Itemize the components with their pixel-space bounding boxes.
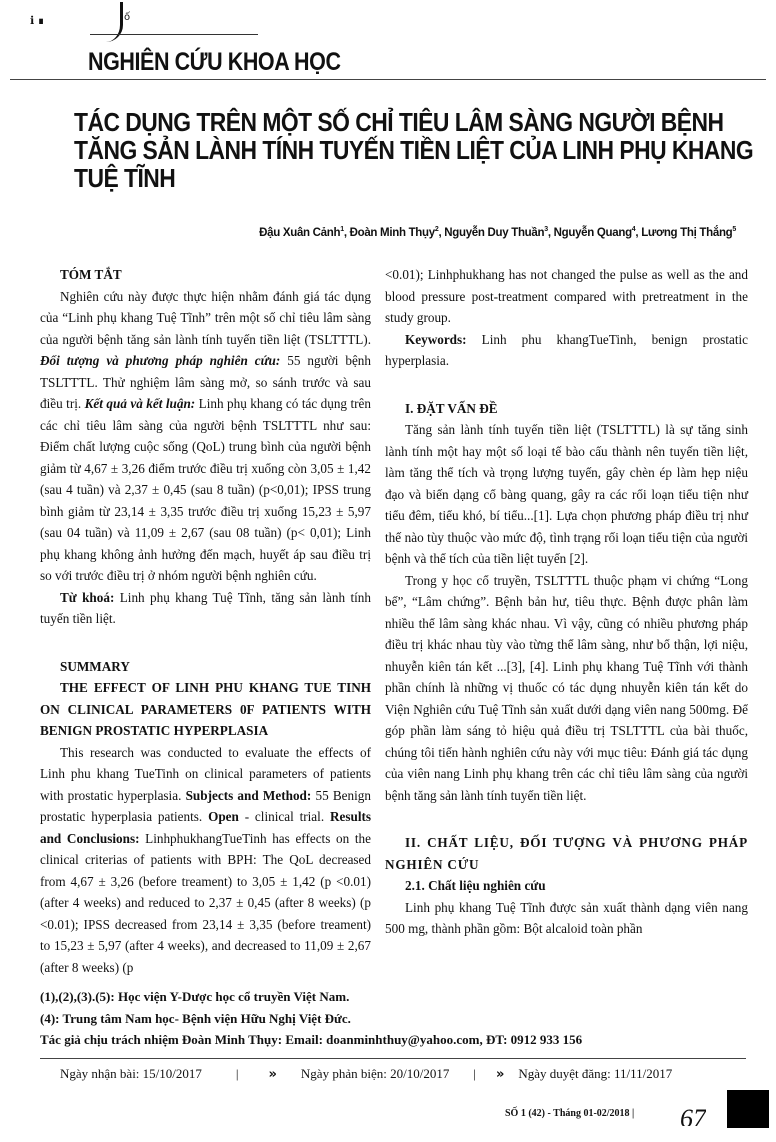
received-date: Ngày nhận bài: 15/10/2017 <box>60 1066 202 1081</box>
corner-mark: ℹ ∎ <box>30 14 45 27</box>
emphasis-text: I. ĐẶT VẤN ĐỀ <box>405 400 498 416</box>
body-text: - clinical trial. <box>238 809 330 824</box>
title-line: TĂNG SẢN LÀNH TÍNH TUYẾN TIỀN LIỆT CỦA LINH PHỤ KHANG <box>74 135 754 165</box>
emphasis-text: Từ khoá: <box>60 589 115 605</box>
author-name: Đậu Xuân Cảnh <box>259 226 341 239</box>
body-text: Nghiên cứu này được thực hiện nhằm đánh giá tác dụng của “Linh phụ khang Tuệ Tĩnh” trên một số chỉ tiêu lâm sàng của người bệnh tăng sản lành tính tuyến tiền liệt (TSLTTTL). <box>40 288 371 347</box>
body-text: Linh phu khangTueTinh, benign prostatic hyperplasia. <box>385 331 748 368</box>
divider-bar: | <box>235 1066 239 1081</box>
paragraph <box>40 286 371 587</box>
emphasis-text: THE EFFECT OF LINH PHU KHANG TUE TINH ON CLINICAL PARAMETERS 0F PATIENTS WITH BENIGN PROSTATIC HYPERPLASIA <box>40 680 371 738</box>
body-text: 55 Benign prostatic hyperplasia patients. <box>40 787 371 824</box>
emphasis-text: TÓM TẮT <box>60 267 122 282</box>
body-text: Tăng sản lành tính tuyến tiền liệt (TSLTTTL) là sự tăng sinh lành tính một hay một số loại tế bào cấu thành nên tuyến tiền liệt, làm tăng thể tích và trọng lượng tuyến, gây chèn ép làm hẹp niệu đạo và biến dạng cổ bàng quang, gây ra các rối loạn tiểu tiện như tiểu đêm, tiểu khó, bí tiểu...[1]. Lựa chọn phương pháp điều trị như thế nào tùy thuộc vào mức độ, tình trạng rối loạn tiểu tiện của người bệnh và thể tích của tiền liệt tuyến [2]. <box>385 422 748 566</box>
emphasis-text: II. CHẤT LIỆU, ĐỐI TƯỢNG VÀ PHƯƠNG PHÁP NGHIÊN CỨU <box>385 835 748 872</box>
body-text: This research was conducted to evaluate the effects of Linh phu khang TueTinh on clinical parameters of patients with prostatic hyperplasia. <box>40 744 371 803</box>
author-affiliation: 4 <box>631 226 636 233</box>
body-text: Linh phụ khang Tuệ Tĩnh được sản xuất thành dạng viên nang 500 mg, thành phần gồm: Bột alcaloid toàn phần <box>385 899 748 936</box>
paragraph <box>385 329 748 372</box>
title-line: TÁC DỤNG TRÊN MỘT SỐ CHỈ TIÊU LÂM SÀNG NGƯỜI BỆNH <box>74 107 724 137</box>
author-affiliation: 5 <box>732 226 736 233</box>
title-line: TUỆ TĨNH <box>74 163 176 193</box>
issue-label: SỐ 1 (42) - Tháng 01-02/2018 | <box>505 1108 635 1119</box>
page-tab-marker <box>727 1090 769 1128</box>
divider <box>90 34 258 35</box>
divider <box>10 79 766 80</box>
chevron-icon: » <box>268 1066 277 1082</box>
author-affiliation: 3 <box>544 226 548 233</box>
body-text: <0.01); Linhphukhang has not changed the pulse as well as the and blood pressure post-treatment compared with pretreatment in the study group. <box>385 267 748 325</box>
separator: , <box>438 226 445 239</box>
right-column <box>385 264 748 940</box>
corner-mark: ố <box>124 12 131 23</box>
paragraph <box>385 419 748 570</box>
author-affiliation: 1 <box>340 226 344 233</box>
emphasis-text: 2.1. Chất liệu nghiên cứu <box>405 878 546 893</box>
emphasis-text: Kết quả và kết luận: <box>84 396 196 411</box>
body-text: Trong y học cổ truyền, TSLTTTL thuộc phạm vi chứng “Long bế”, “Lâm chứng”. Bệnh bản hư, tiêu thực. Bệnh được phân làm nhiều thể lâm sàng khác nhau. Vì vậy, cũng có nhiều phương pháp điều trị khác nhau tùy vào từng thể lâm sàng, như bổ thận, lợi niệu, nhuyễn kiên tán kết ...[3], [4]. Linh phụ khang Tuệ Tĩnh với thành phần chính là những vị thuốc có tác dụng nhuyễn kiên tán kết do Viện Nghiên cứu Tuệ Tĩnh sản xuất dưới dạng viên nang 500mg. Để góp phần làm sáng tỏ hiệu quả điều trị TSLTTTL của bài thuốc, chúng tôi tiến hành nghiên cứu này với mục tiêu: Đánh giá tác dụng của viên nang Linh phụ khang trên các chỉ tiêu lâm sàng của người bệnh tăng sản lành tính tuyến tiền liệt. <box>385 572 748 803</box>
article-title <box>74 107 754 193</box>
divider-bar: | <box>473 1066 476 1081</box>
body-text: LinhphukhangTueTinh has effects on the clinical criterias of patients with BPH: The QoL decreased from 4,67 ± 3,26 (before treament) to 3,05 ± 1,42 (p <0.01) (after 4 weeks) and reduced to 2,37 ± 0,45 (after 8 weeks) (p <0.01); IPSS decreased from 23,14 ± 3,35 (before treament) to 15,23 ± 5,97 (after 4 weeks), and decreased to 11,09 ± 2,67 (after 8 weeks) (p <box>40 830 371 975</box>
chevron-icon: » <box>495 1066 505 1082</box>
separator: , <box>635 226 642 239</box>
paragraph <box>385 570 748 807</box>
section-heading <box>385 398 748 420</box>
section-heading <box>385 832 748 875</box>
body-text: 55 người bệnh TSLTTTL. Thử nghiệm lâm sàng mở, so sánh trước và sau điều trị. <box>40 353 371 411</box>
section-heading <box>385 875 748 897</box>
emphasis-text: Open <box>208 809 239 824</box>
author-affiliation: 2 <box>434 226 439 233</box>
footnotes <box>40 986 582 1051</box>
header-decoration <box>106 2 123 42</box>
footnote: (4): Trung tâm Nam học- Bệnh viện Hữu Nghị Việt Đức. <box>40 1010 351 1026</box>
author-name: Đoàn Minh Thụy <box>349 226 435 239</box>
section-heading <box>40 264 371 286</box>
section-heading <box>40 656 371 678</box>
left-column <box>40 264 371 978</box>
emphasis-text: SUMMARY <box>60 658 130 674</box>
emphasis-text: Đối tượng và phương pháp nghiên cứu: <box>40 353 281 368</box>
paragraph <box>40 742 371 979</box>
author-name: Nguyễn Quang <box>553 226 632 239</box>
separator: , <box>547 226 554 239</box>
paragraph <box>385 897 748 940</box>
emphasis-text: Results and Conclusions: <box>40 809 372 846</box>
dates-row <box>40 1066 746 1082</box>
separator: , <box>343 226 350 239</box>
author-list <box>259 226 736 239</box>
paragraph <box>40 587 371 630</box>
footnote: Tác giả chịu trách nhiệm Đoàn Minh Thụy: Email: doanminhthuy@yahoo.com, ĐT: 0912 933 156 <box>40 1032 583 1047</box>
footnote: (1),(2),(3).(5): Học viện Y-Dược học cổ truyền Việt Nam. <box>40 989 350 1004</box>
divider <box>40 1058 746 1059</box>
body-text: Linh phụ khang có tác dụng trên các chỉ tiêu lâm sàng của người bệnh TSLTTTL như sau: Điểm chất lượng cuộc sống (QoL) trung bình của người bệnh giảm từ 4,67 ± 3,26 điểm trước điều trị xuống còn 3,05 ± 1,42 (sau 4 tuần) và 2,37 ± 0,45 (sau 8 tuần) (p<0,01); IPSS trung bình giảm từ 23,14 ± 3,35 trước điều trị xuống 15,23 ± 5,97 (sau 04 tuần) và 11,09 ± 2,67 (sau 08 tuần) (p< 0,01); Linh phụ khang không ảnh hưởng đến mạch, huyết áp sau điều trị so với trước điều trị ở nhóm người bệnh nghiên cứu. <box>40 396 371 583</box>
emphasis-text: Subjects and Method: <box>185 787 312 803</box>
body-text: Linh phụ khang Tuệ Tĩnh, tăng sản lành tính tuyến tiền liệt. <box>40 589 371 626</box>
emphasis-text: Keywords: <box>405 331 467 347</box>
paragraph <box>385 264 748 329</box>
approval-date: Ngày duyệt đăng: 11/11/2017 <box>518 1066 673 1081</box>
author-name: Nguyễn Duy Thuần <box>444 226 545 239</box>
page-number: 67 <box>680 1108 706 1126</box>
review-date: Ngày phản biện: 20/10/2017 <box>300 1066 450 1081</box>
section-heading <box>40 677 371 742</box>
section-label: NGHIÊN CỨU KHOA HỌC <box>88 48 341 76</box>
author-name: Lương Thị Thắng <box>641 226 733 239</box>
